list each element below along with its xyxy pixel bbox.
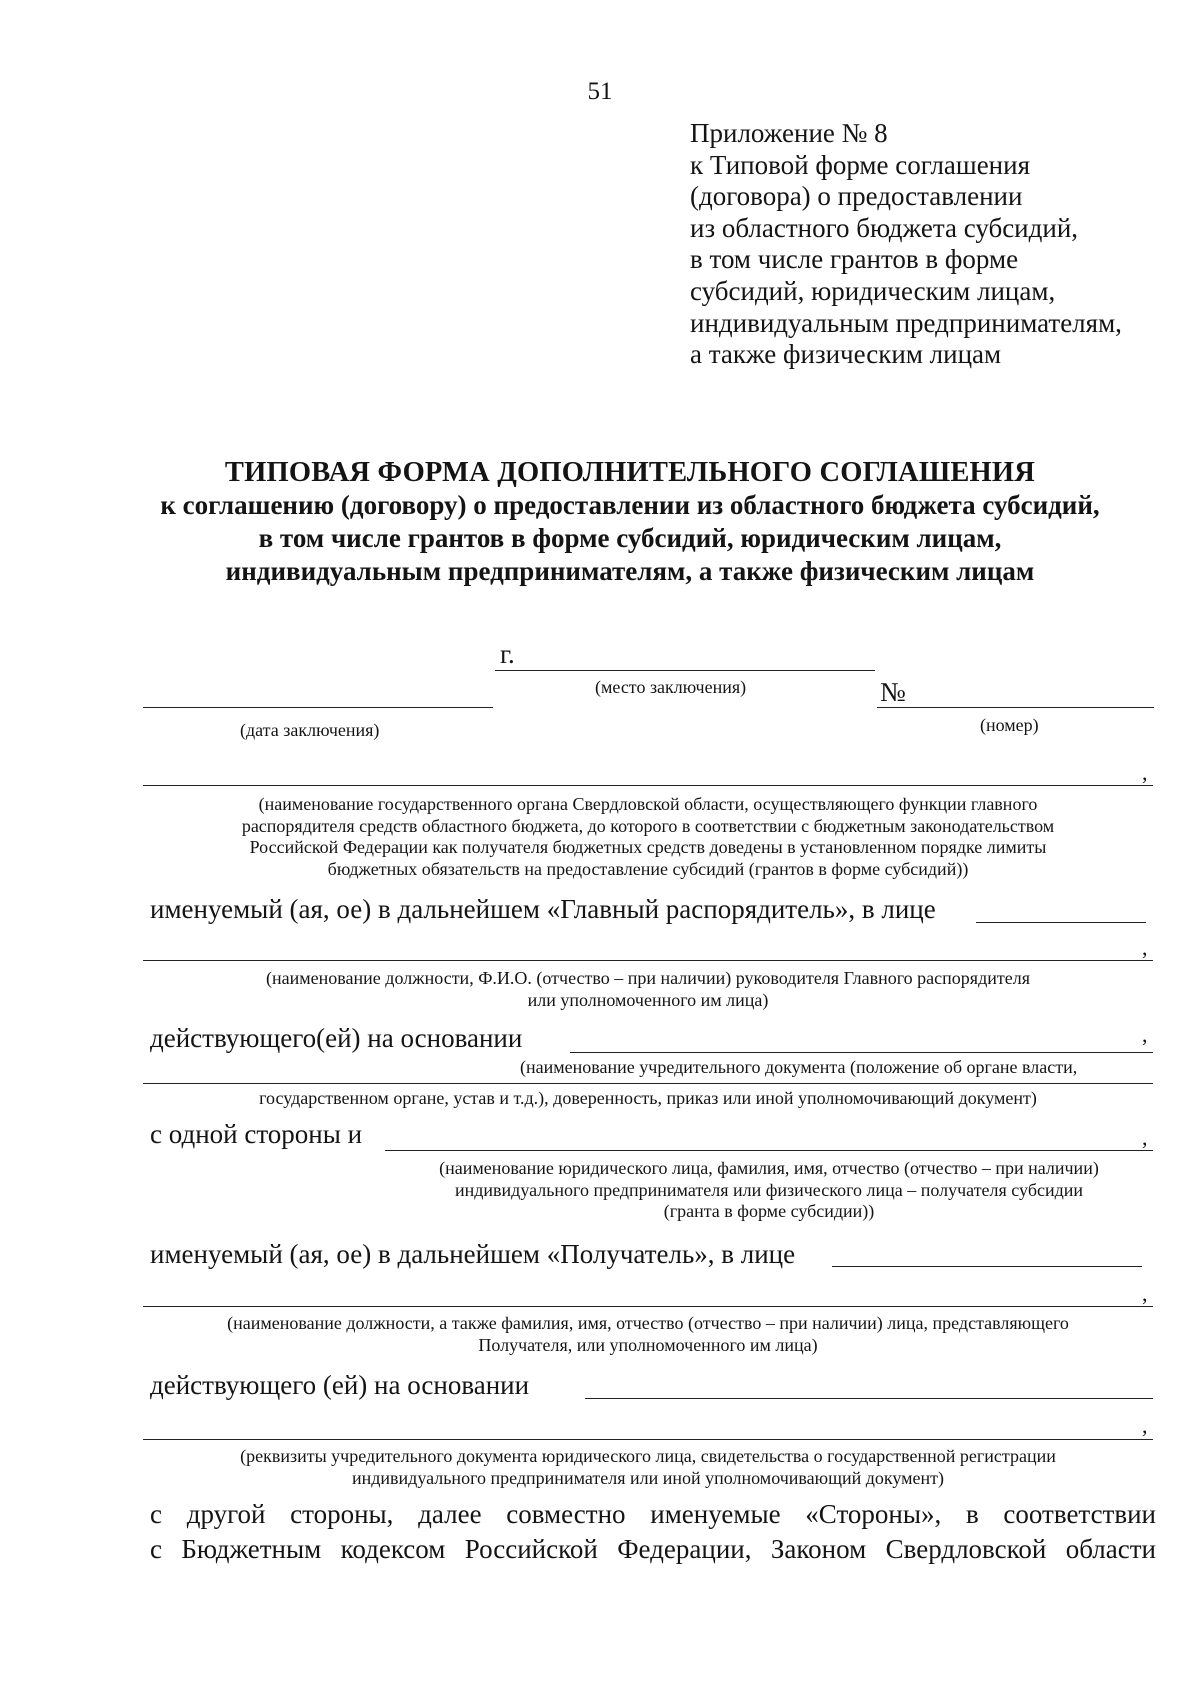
caption-line: (наименование юридического лица, фамилия, имя, отчество (отчество – при наличии): [439, 1158, 1099, 1178]
date-caption: (дата заключения): [240, 720, 380, 740]
acting-basis-text-2: действующего (ей) на основании: [150, 1370, 530, 1400]
page-number: 51: [587, 78, 613, 105]
comma: ,: [1142, 1125, 1148, 1150]
manager-person-field-line[interactable]: [976, 922, 1146, 923]
caption-line: (наименование должности, а также фамилия, имя, отчество (отчество – при наличии) лица, представляющего: [227, 1313, 1069, 1333]
organ-caption: [143, 794, 1153, 880]
document-title: [140, 456, 1120, 588]
manager-position-caption: [143, 968, 1153, 1011]
appendix-line: к Типовой форме соглашения: [690, 149, 1030, 180]
caption-line: Российской Федерации как получателя бюджетных средств доведены в установленном порядке лимиты: [249, 837, 1047, 857]
date-field-line[interactable]: [143, 707, 493, 708]
recipient-person-field-line[interactable]: [832, 1266, 1142, 1267]
caption-line: индивидуального предпринимателя или физического лица – получателя субсидии: [454, 1179, 1084, 1200]
place-field-line[interactable]: [495, 670, 875, 671]
basis-field-line-1[interactable]: [570, 1052, 1153, 1053]
appendix-line: Приложение № 8: [690, 118, 888, 148]
title-line: индивидуальным предпринимателям, а также физическим лицам: [225, 556, 1035, 586]
caption-line: (гранта в форме субсидии)): [663, 1201, 875, 1221]
title-line: в том числе грантов в форме субсидий, юридическим лицам,: [258, 523, 1002, 553]
caption-line: (наименование должности, Ф.И.О. (отчество – при наличии) руководителя Главного распорядителя: [266, 968, 1030, 988]
comma: ,: [1142, 1281, 1148, 1306]
comma: ,: [1142, 760, 1148, 785]
manager-position-field-line[interactable]: [143, 960, 1153, 961]
caption-line: бюджетных обязательств на предоставление субсидий (грантов в форме субсидий)): [327, 858, 969, 879]
founding-doc-caption-1: (наименование учредительного документа (положение об органе власти,: [520, 1057, 1078, 1077]
basis-field-line-2[interactable]: [143, 1083, 1153, 1084]
recipient-caption: [385, 1158, 1153, 1223]
recipient-field-line[interactable]: [385, 1150, 1153, 1151]
comma: ,: [1142, 1022, 1148, 1047]
appendix-line: из областного бюджета субсидий,: [690, 212, 1079, 243]
caption-line: распорядителя средств областного бюджета, до которого в соответствии с бюджетным законодательством: [241, 815, 1055, 836]
appendix-line: в том числе грантов в форме: [690, 244, 1019, 275]
number-caption: (номер): [980, 715, 1039, 735]
place-caption: (место заключения): [595, 677, 747, 697]
caption-line: (наименование государственного органа Свердловской области, осуществляющего функции главного: [258, 794, 1038, 814]
number-field-line[interactable]: [877, 707, 1154, 708]
main-manager-text: именуемый (ая, ое) в дальнейшем «Главный распорядитель», в лице: [150, 894, 936, 924]
caption-line: индивидуального предпринимателя или иной уполномочивающий документ): [351, 1467, 945, 1488]
appendix-line: индивидуальным предпринимателям,: [690, 307, 1122, 338]
appendix-block: [690, 118, 1122, 371]
title-line: ТИПОВАЯ ФОРМА ДОПОЛНИТЕЛЬНОГО СОГЛАШЕНИЯ: [224, 457, 1036, 488]
caption-line: (реквизиты учредительного документа юридического лица, свидетельства о государственной регистрации: [240, 1446, 1056, 1466]
recipient-position-field-line[interactable]: [143, 1306, 1153, 1307]
caption-line: или уполномоченного им лица): [527, 989, 769, 1010]
final-paragraph-line: с Бюджетным кодексом Российской Федерации, Законом Свердловской области: [150, 1534, 1156, 1564]
recipient-position-caption: [143, 1313, 1153, 1356]
organ-name-field-line[interactable]: [143, 785, 1153, 786]
one-side-text: с одной стороны и: [150, 1119, 363, 1149]
comma: ,: [1142, 1413, 1148, 1438]
city-prefix: г.: [500, 639, 515, 669]
caption-line: Получателя, или уполномоченного им лица): [478, 1334, 818, 1355]
requisites-field-line[interactable]: [143, 1439, 1153, 1440]
basis-field-line-3[interactable]: [585, 1398, 1153, 1399]
founding-doc-caption-2: государственном органе, устав и т.д.), доверенность, приказ или иной уполномочивающий документ): [259, 1088, 1037, 1108]
comma: ,: [1142, 935, 1148, 960]
appendix-line: субсидий, юридическим лицам,: [690, 275, 1056, 306]
appendix-line: а также физическим лицам: [690, 339, 1002, 370]
acting-basis-text-1: действующего(ей) на основании: [150, 1023, 523, 1053]
recipient-text: именуемый (ая, ое) в дальнейшем «Получатель», в лице: [150, 1239, 796, 1269]
number-prefix: №: [880, 677, 906, 707]
final-paragraph-line: с другой стороны, далее совместно именуемые «Стороны», в соответствии: [150, 1499, 1156, 1529]
requisites-caption: [143, 1446, 1153, 1489]
title-line: к соглашению (договору) о предоставлении из областного бюджета субсидий,: [160, 490, 1100, 520]
appendix-line: (договора) о предоставлении: [690, 181, 1023, 212]
